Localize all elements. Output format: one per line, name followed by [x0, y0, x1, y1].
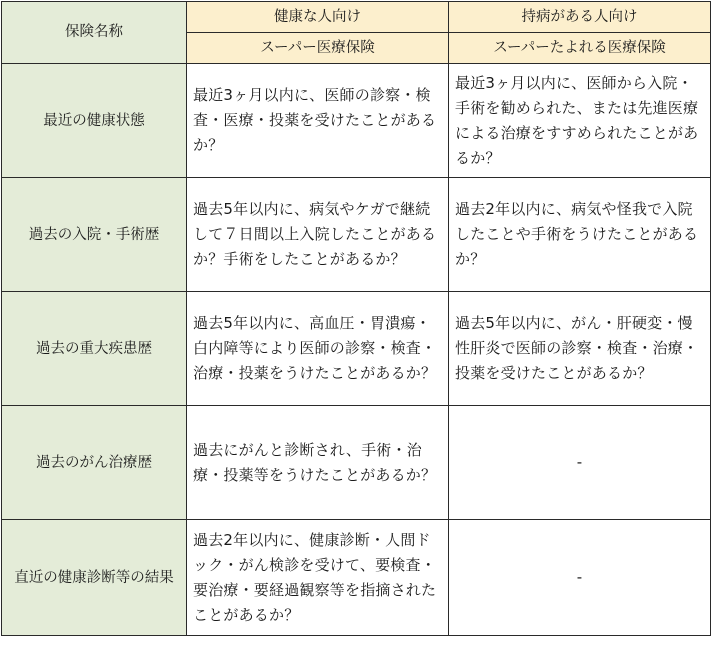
col2-cell: 最近3ヶ月以内に、医師から入院・手術を勧められた、または先進医療による治療をすすめられたことがあるか？ [449, 64, 711, 178]
table-row [2, 406, 711, 520]
col2-product-header: スーパーたよれる医療保険 [449, 33, 711, 64]
col1-target-header: 健康な人向け [187, 2, 449, 33]
table-row [2, 64, 711, 178]
row-label: 過去の入院・手術歴 [2, 178, 187, 292]
col1-cell: 過去にがんと診断され、手術・治療・投薬等をうけたことがあるか？ [187, 406, 449, 520]
insurance-comparison-table [1, 1, 711, 636]
row-label: 過去のがん治療歴 [2, 406, 187, 520]
corner-label: 保険名称 [2, 2, 187, 64]
row-label: 最近の健康状態 [2, 64, 187, 178]
col1-cell: 過去5年以内に、病気やケガで継続して７日間以上入院したことがあるか？手術をしたことがあるか？ [187, 178, 449, 292]
col2-cell: 過去2年以内に、病気や怪我で入院したことや手術をうけたことがあるか？ [449, 178, 711, 292]
row-label: 直近の健康診断等の結果 [2, 520, 187, 636]
col1-cell: 最近3ヶ月以内に、医師の診察・検査・医療・投薬を受けたことがあるか？ [187, 64, 449, 178]
col2-target-header: 持病がある人向け [449, 2, 711, 33]
col1-cell: 過去5年以内に、高血圧・胃潰瘍・白内障等により医師の診察・検査・治療・投薬をうけたことがあるか？ [187, 292, 449, 406]
col2-cell: 過去5年以内に、がん・肝硬変・慢性肝炎で医師の診察・検査・治療・投薬を受けたことがあるか？ [449, 292, 711, 406]
table-row [2, 178, 711, 292]
col2-empty-cell: - [449, 406, 711, 520]
col1-product-header: スーパー医療保険 [187, 33, 449, 64]
table-row [2, 292, 711, 406]
col1-cell: 過去2年以内に、健康診断・人間ドック・がん検診を受けて、要検査・要治療・要経過観察等を指摘されたことがあるか？ [187, 520, 449, 636]
table-row [2, 520, 711, 636]
row-label: 過去の重大疾患歴 [2, 292, 187, 406]
col2-empty-cell: - [449, 520, 711, 636]
